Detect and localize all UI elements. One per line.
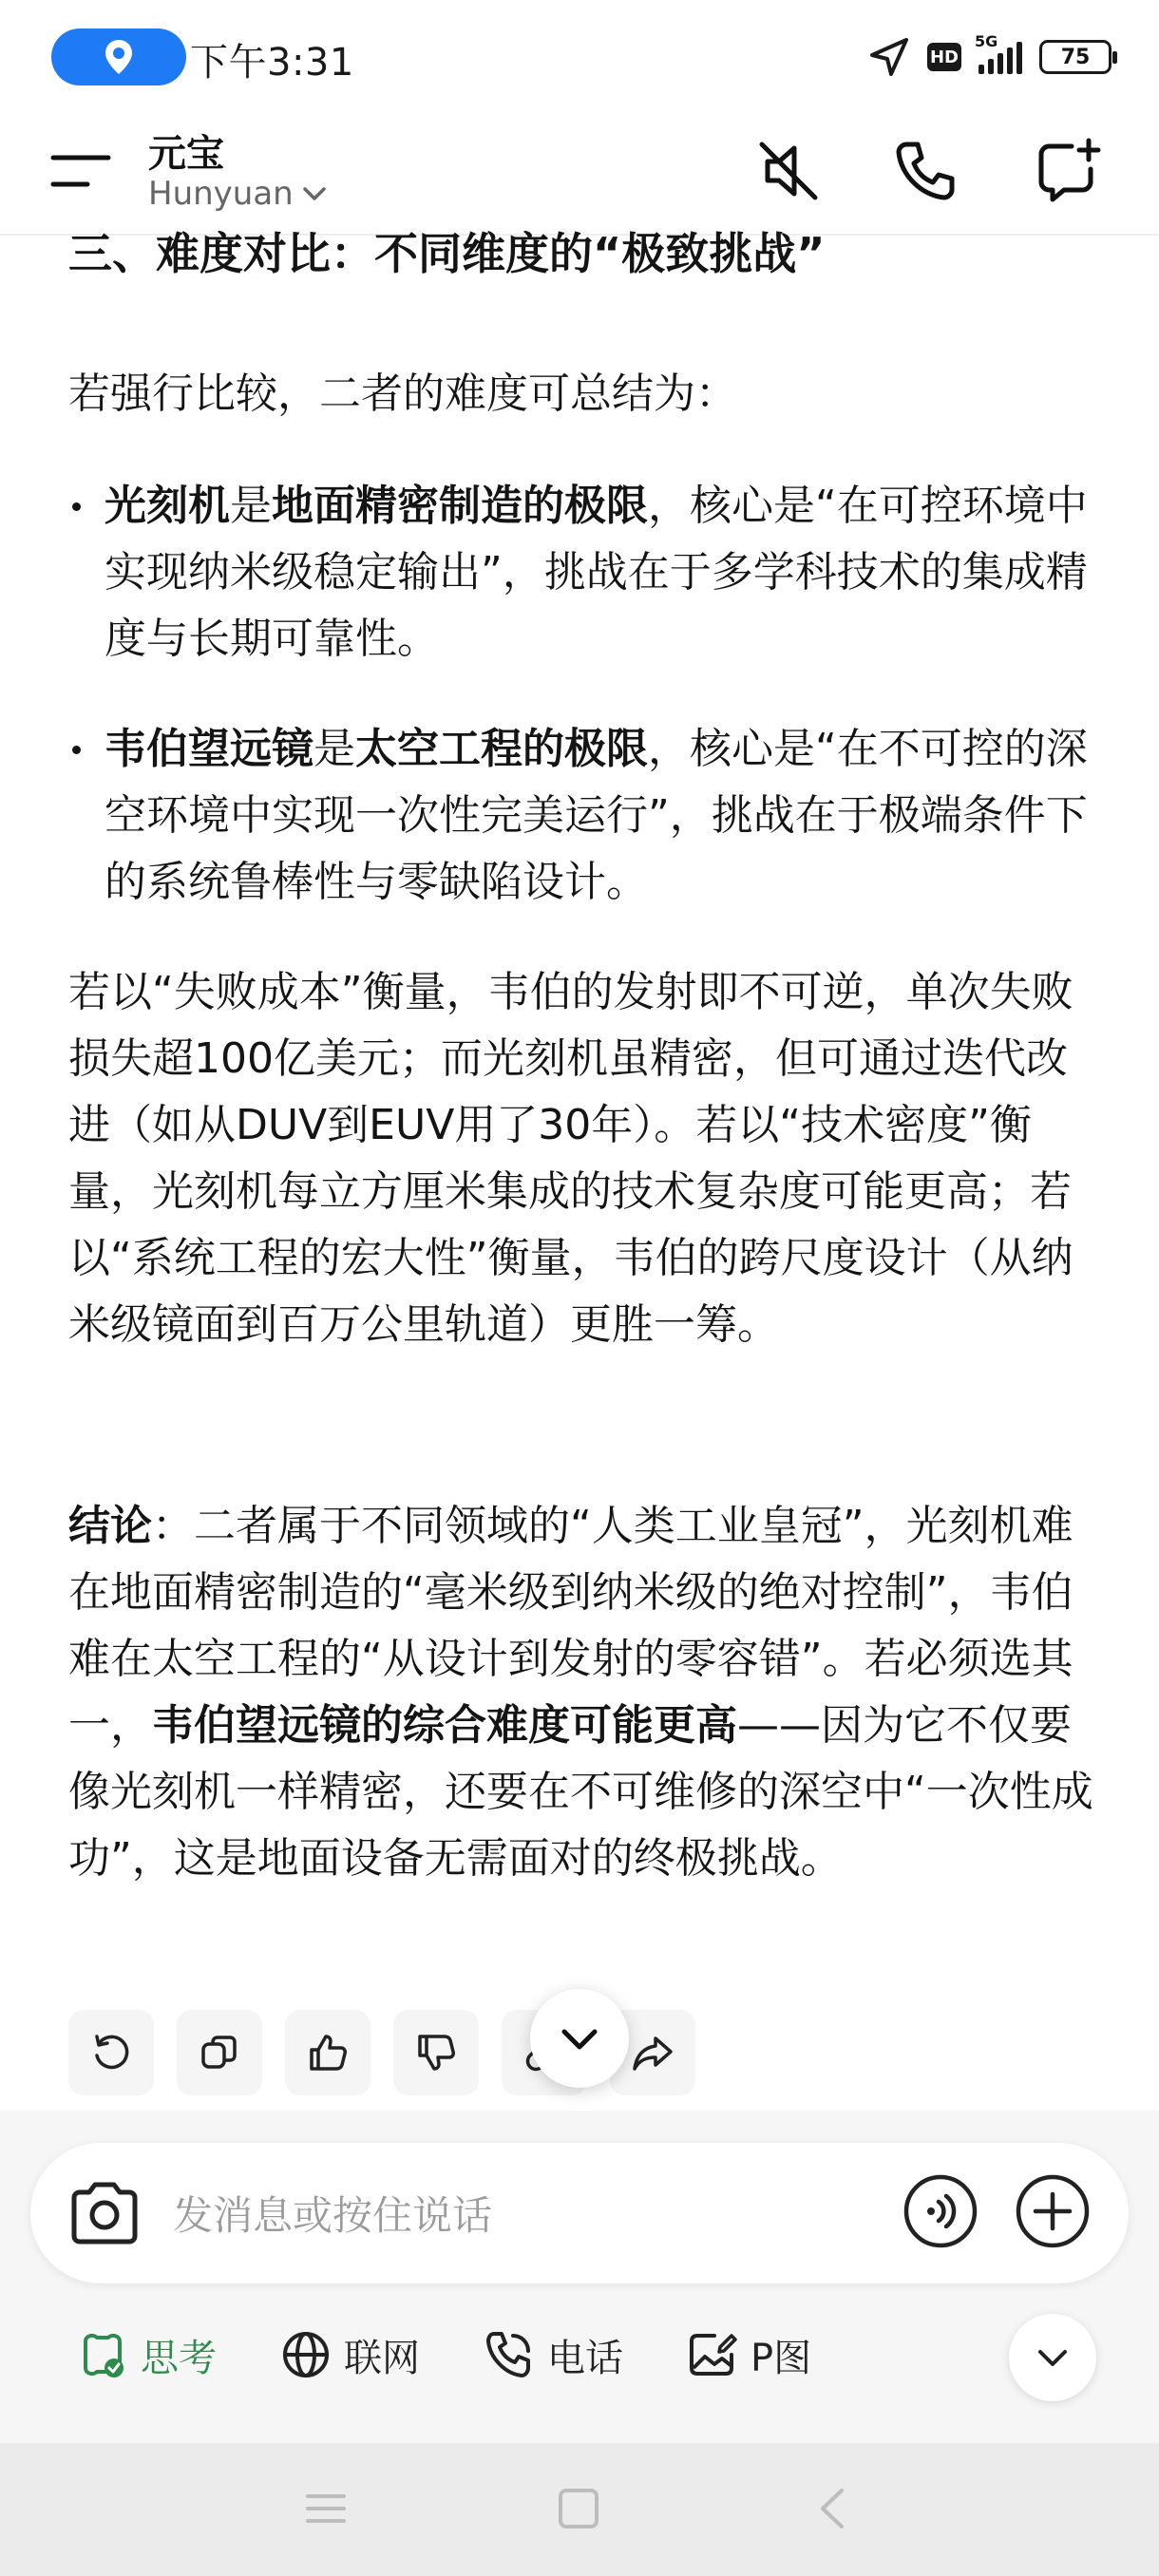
signal-icon bbox=[975, 32, 1022, 74]
chevron-down-icon bbox=[1036, 2346, 1070, 2369]
chevron-down-icon bbox=[301, 184, 328, 203]
hd-badge: HD bbox=[927, 43, 961, 71]
chip-web-label: 联网 bbox=[344, 2336, 420, 2380]
feature-chips bbox=[76, 2321, 874, 2388]
message-input-placeholder[interactable]: 发消息或按住说话 bbox=[173, 2192, 493, 2239]
model-name: Hunyuan bbox=[148, 175, 294, 213]
home-icon[interactable] bbox=[555, 2485, 602, 2532]
new-chat-button[interactable] bbox=[1030, 133, 1106, 209]
copy-icon bbox=[198, 2031, 241, 2074]
think-icon bbox=[76, 2328, 129, 2381]
camera-icon[interactable] bbox=[66, 2177, 142, 2249]
plus-icon[interactable] bbox=[1015, 2173, 1091, 2249]
voice-input-icon[interactable] bbox=[902, 2173, 978, 2249]
copy-button[interactable] bbox=[177, 2010, 262, 2095]
back-icon[interactable] bbox=[809, 2485, 857, 2532]
message-input-box[interactable] bbox=[30, 2143, 1129, 2283]
menu-icon[interactable] bbox=[49, 142, 112, 199]
app-title: 元宝 bbox=[148, 132, 224, 176]
expand-features-button[interactable] bbox=[1009, 2314, 1096, 2401]
thumbs-down-icon bbox=[414, 2031, 458, 2074]
chip-call[interactable] bbox=[483, 2321, 623, 2388]
refresh-icon bbox=[89, 2031, 133, 2074]
call-button[interactable] bbox=[887, 133, 963, 209]
dislike-button[interactable] bbox=[393, 2010, 479, 2095]
image-edit-icon bbox=[686, 2328, 739, 2381]
system-nav-bar bbox=[0, 2443, 1159, 2576]
chip-think[interactable] bbox=[76, 2321, 217, 2388]
location-pill[interactable] bbox=[51, 28, 186, 85]
speaker-muted-icon bbox=[754, 137, 823, 205]
bullet-lithography: 光刻机是地面精密制造的极限，核心是“在可控环境中实现纳米级稳定输出”，挑战在于多学科技术的集成精度与长期可靠性。 bbox=[68, 473, 1094, 672]
location-pin-icon bbox=[103, 38, 135, 76]
composer-area bbox=[0, 2111, 1159, 2443]
navigation-arrow-icon bbox=[868, 36, 910, 78]
app-header bbox=[0, 114, 1159, 236]
bullet-webb: 韦伯望远镜是太空工程的极限，核心是“在不可控的深空环境中实现一次性完美运行”，挑战在于极端条件下的系统鲁棒性与零缺陷设计。 bbox=[68, 716, 1094, 916]
chevron-down-icon bbox=[559, 2024, 600, 2053]
network-type: 5G bbox=[975, 32, 998, 50]
regenerate-button[interactable] bbox=[68, 2010, 154, 2095]
battery-level: 75 bbox=[1060, 45, 1091, 69]
thumbs-up-icon bbox=[306, 2031, 350, 2074]
chip-image-edit-label: P图 bbox=[750, 2336, 812, 2380]
recent-apps-icon[interactable] bbox=[302, 2485, 350, 2532]
mute-voice-button[interactable] bbox=[750, 133, 826, 209]
chip-web[interactable] bbox=[279, 2321, 420, 2388]
chip-think-label: 思考 bbox=[141, 2336, 217, 2380]
section-heading: 三、难度对比：不同维度的“极致挑战” bbox=[68, 228, 826, 279]
status-bar bbox=[0, 0, 1159, 114]
new-chat-icon bbox=[1034, 137, 1102, 205]
comparison-paragraph: 若以“失败成本”衡量，韦伯的发射即不可逆，单次失败损失超100亿美元；而光刻机虽精密，但可通过迭代改进（如从DUV到EUV用了30年）。若以“技术密度”衡量，光刻机每立方厘米集成的技术复杂度可能更高；若以“系统工程的宏大性”衡量，韦伯的跨尺度设计（从纳米级镜面到百万公里轨道）更胜一筹。 bbox=[68, 968, 1074, 1349]
model-selector[interactable] bbox=[148, 175, 328, 213]
conclusion-paragraph: 结论：二者属于不同领域的“人类工业皇冠”，光刻机难在地面精密制造的“毫米级到纳米级的绝对控制”，韦伯难在太空工程的“从设计到发射的零容错”。若必须选其一，韦伯望远镜的综合难度可能更高——因为它不仅要像光刻机一样精密，还要在不可维修的深空中“一次性成功”，这是地面设备无需面对的终极挑战。 bbox=[68, 1502, 1093, 1883]
chip-call-label: 电话 bbox=[547, 2336, 623, 2380]
like-button[interactable] bbox=[285, 2010, 370, 2095]
share-icon bbox=[631, 2031, 674, 2074]
battery-icon bbox=[1039, 40, 1112, 74]
globe-icon bbox=[279, 2328, 332, 2381]
status-time: 下午3:31 bbox=[190, 41, 354, 85]
intro-paragraph: 若强行比较，二者的难度可总结为： bbox=[68, 369, 737, 418]
phone-icon bbox=[483, 2328, 536, 2381]
phone-icon bbox=[891, 137, 960, 205]
chip-image-edit[interactable] bbox=[686, 2321, 811, 2388]
scroll-to-bottom-button[interactable] bbox=[530, 1989, 629, 2088]
